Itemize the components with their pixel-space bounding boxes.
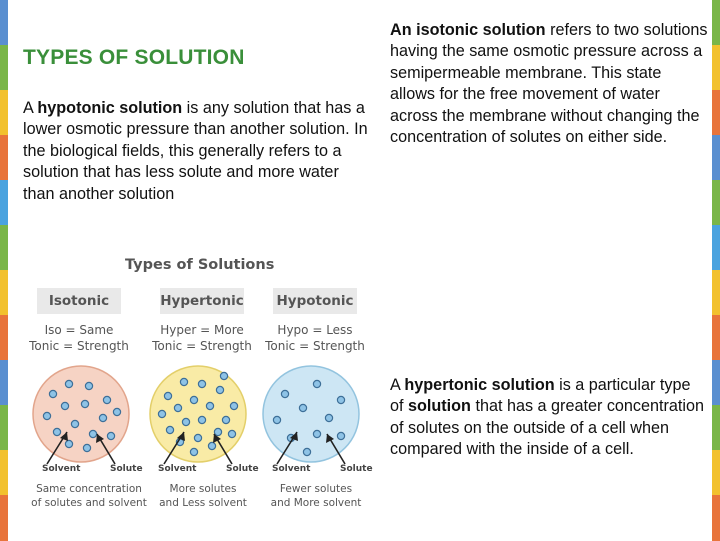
hypertonic-solute-particle	[222, 416, 229, 423]
left-stripe-segment	[0, 315, 8, 361]
hypotonic-solute-particle	[313, 430, 320, 437]
left-stripe-segment	[0, 45, 8, 91]
left-stripe-segment	[0, 180, 8, 226]
hypertonic-solute-particle	[194, 434, 201, 441]
hypertonic-body: that has a greater concentration of solutes on the outside of a cell when compared with the inside of a cell.	[390, 397, 705, 459]
hypertonic-solute-particle	[198, 380, 205, 387]
right-stripe-segment	[712, 180, 720, 226]
hypertonic-solute-particle	[166, 426, 173, 433]
isotonic-solute-particle	[65, 440, 72, 447]
hypertonic-def-line2: Tonic = Strength	[152, 339, 252, 353]
isotonic-solute-label: Solute	[110, 464, 143, 474]
left-stripe-segment	[0, 270, 8, 316]
hypertonic-solute-label: Solute	[226, 464, 259, 474]
right-stripe-segment	[712, 315, 720, 361]
hypertonic-term: hypertonic solution	[404, 376, 555, 394]
hypertonic-caption-line2: and Less solvent	[159, 497, 247, 509]
figure-title: Types of Solutions	[125, 257, 275, 273]
hypotonic-solute-particle	[325, 414, 332, 421]
hypertonic-solvent-label: Solvent	[158, 464, 197, 474]
right-stripe-segment	[712, 90, 720, 136]
hypotonic-definition	[259, 322, 371, 354]
isotonic-caption-line2: of solutes and solvent	[31, 497, 147, 509]
isotonic-caption	[30, 482, 148, 510]
left-stripe-segment	[0, 0, 8, 46]
isotonic-paragraph	[390, 20, 708, 148]
hypotonic-def-line2: Tonic = Strength	[265, 339, 365, 353]
hypertonic-solute-particle	[190, 396, 197, 403]
hypertonic-solute-particle	[216, 386, 223, 393]
isotonic-solvent-label: Solvent	[42, 464, 81, 474]
hypertonic-solute-particle	[190, 448, 197, 455]
hypertonic-definition	[146, 322, 258, 354]
hypotonic-def-line1: Hypo = Less	[277, 323, 353, 337]
isotonic-solute-particle	[65, 380, 72, 387]
left-stripe-segment	[0, 90, 8, 136]
hypertonic-solute-particle	[208, 442, 215, 449]
hypotonic-caption	[257, 482, 375, 510]
hypotonic-pre: A	[23, 99, 38, 117]
hypotonic-solute-particle	[299, 404, 306, 411]
left-stripe-segment	[0, 360, 8, 406]
isotonic-solute-particle	[89, 430, 96, 437]
hypertonic-label-box: Hypertonic	[160, 288, 244, 314]
isotonic-term: An isotonic solution	[390, 21, 546, 39]
hypotonic-body: is any solution that has a lower osmotic pressure than another solution. In the biological fields, this generally refers to a solution that has less solute and more water than another solution	[23, 99, 368, 203]
hypertonic-term-solution: solution	[408, 397, 471, 416]
hypotonic-term: hypotonic solution	[37, 99, 183, 117]
right-stripe-segment	[712, 225, 720, 271]
hypertonic-caption-line1: More solutes	[169, 483, 237, 495]
hypertonic-solute-particle	[220, 372, 227, 379]
isotonic-solute-particle	[85, 382, 92, 389]
left-stripe-segment	[0, 225, 8, 271]
isotonic-solute-particle	[113, 408, 120, 415]
isotonic-label-box: Isotonic	[37, 288, 121, 314]
hypertonic-solute-particle	[182, 418, 189, 425]
left-stripe-segment	[0, 450, 8, 496]
right-stripe-segment	[712, 405, 720, 451]
hypotonic-solute-label: Solute	[340, 464, 373, 474]
right-stripe-segment	[712, 0, 720, 46]
isotonic-def-line2: Tonic = Strength	[29, 339, 129, 353]
isotonic-solute-particle	[61, 402, 68, 409]
hypotonic-solute-particle	[313, 380, 320, 387]
hypotonic-cell	[263, 366, 359, 462]
right-stripe-segment	[712, 450, 720, 496]
isotonic-body: refers to two solutions having the same osmotic pressure across a semipermeable membrane. This state allows for the free movement of water across the membrane without changing the concentration of solutes on either side.	[390, 21, 708, 147]
isotonic-solute-particle	[49, 390, 56, 397]
hypertonic-solute-particle	[198, 416, 205, 423]
hypertonic-solute-particle	[214, 428, 221, 435]
left-stripe-segment	[0, 495, 8, 541]
hypotonic-caption-line2: and More solvent	[270, 497, 362, 509]
isotonic-caption-line1: Same concentration	[36, 483, 142, 495]
hypertonic-def-line1: Hyper = More	[160, 323, 244, 337]
hypotonic-solute-particle	[337, 396, 344, 403]
isotonic-solute-particle	[103, 396, 110, 403]
hypertonic-caption	[144, 482, 262, 510]
right-stripe-segment	[712, 495, 720, 541]
left-stripe-segment	[0, 135, 8, 181]
hypertonic-pre: A	[390, 376, 405, 394]
hypotonic-label-box: Hypotonic	[273, 288, 357, 314]
isotonic-solute-particle	[53, 428, 60, 435]
hypotonic-paragraph	[23, 98, 368, 205]
hypertonic-solute-particle	[174, 404, 181, 411]
isotonic-definition	[23, 322, 135, 354]
hypertonic-solute-particle	[164, 392, 171, 399]
hypotonic-solute-particle	[337, 432, 344, 439]
isotonic-solute-particle	[43, 412, 50, 419]
hypertonic-solute-particle	[158, 410, 165, 417]
right-stripe-segment	[712, 270, 720, 316]
hypertonic-solute-particle	[228, 430, 235, 437]
hypotonic-solute-particle	[273, 416, 280, 423]
isotonic-solute-particle	[107, 432, 114, 439]
hypertonic-solute-particle	[180, 378, 187, 385]
hypertonic-solute-particle	[230, 402, 237, 409]
slide-title: TYPES OF SOLUTION	[23, 46, 245, 69]
right-stripe-segment	[712, 45, 720, 91]
isotonic-def-line1: Iso = Same	[44, 323, 114, 337]
hypotonic-solute-particle	[303, 448, 310, 455]
left-stripe-segment	[0, 405, 8, 451]
hypotonic-solute-particle	[281, 390, 288, 397]
right-stripe-segment	[712, 135, 720, 181]
right-stripe-segment	[712, 360, 720, 406]
hypertonic-solute-particle	[206, 402, 213, 409]
isotonic-solute-particle	[83, 444, 90, 451]
hypertonic-mid: is a particular type of	[390, 376, 691, 416]
types-of-solutions-figure	[30, 250, 375, 520]
hypertonic-paragraph	[390, 375, 708, 461]
hypotonic-caption-line1: Fewer solutes	[279, 483, 353, 495]
isotonic-solute-particle	[99, 414, 106, 421]
isotonic-solute-particle	[81, 400, 88, 407]
isotonic-solute-particle	[71, 420, 78, 427]
hypotonic-solvent-label: Solvent	[272, 464, 311, 474]
